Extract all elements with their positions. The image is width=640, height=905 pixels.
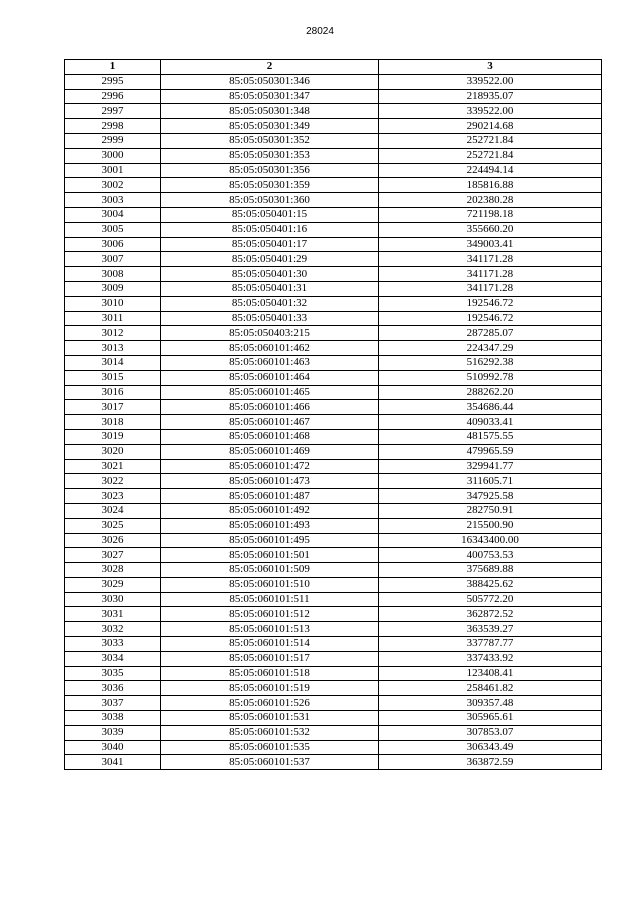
table-row (65, 592, 602, 607)
cadastral-number-cell: 85:05:060101:532 (161, 725, 379, 740)
table-row (65, 533, 602, 548)
cadastral-number-cell: 85:05:050301:349 (161, 119, 379, 134)
column-header-number: 1 (65, 60, 161, 75)
row-number-cell: 3021 (65, 459, 161, 474)
cadastral-value-table (64, 59, 602, 770)
value-cell: 218935.07 (379, 89, 602, 104)
cadastral-number-cell: 85:05:050301:360 (161, 193, 379, 208)
table-row (65, 666, 602, 681)
cadastral-number-cell: 85:05:060101:487 (161, 489, 379, 504)
value-cell: 409033.41 (379, 415, 602, 430)
value-cell: 400753.53 (379, 548, 602, 563)
value-cell: 479965.59 (379, 444, 602, 459)
table-row (65, 755, 602, 770)
cadastral-number-cell: 85:05:060101:469 (161, 444, 379, 459)
table-row (65, 267, 602, 282)
cadastral-number-cell: 85:05:050401:17 (161, 237, 379, 252)
table-row (65, 740, 602, 755)
cadastral-number-cell: 85:05:050301:346 (161, 74, 379, 89)
row-number-cell: 3028 (65, 563, 161, 578)
row-number-cell: 3005 (65, 222, 161, 237)
cadastral-number-cell: 85:05:050301:356 (161, 163, 379, 178)
cadastral-number-cell: 85:05:060101:510 (161, 577, 379, 592)
row-number-cell: 3016 (65, 385, 161, 400)
value-cell: 375689.88 (379, 563, 602, 578)
cadastral-number-cell: 85:05:060101:526 (161, 696, 379, 711)
table-row (65, 148, 602, 163)
cadastral-number-cell: 85:05:060101:537 (161, 755, 379, 770)
table-row (65, 281, 602, 296)
table-row (65, 119, 602, 134)
cadastral-number-cell: 85:05:060101:468 (161, 429, 379, 444)
column-header-cadastral-number: 2 (161, 60, 379, 75)
row-number-cell: 3008 (65, 267, 161, 282)
row-number-cell: 3038 (65, 711, 161, 726)
row-number-cell: 2998 (65, 119, 161, 134)
value-cell: 306343.49 (379, 740, 602, 755)
table-row (65, 252, 602, 267)
table-row (65, 104, 602, 119)
table-row (65, 311, 602, 326)
value-cell: 309357.48 (379, 696, 602, 711)
table-row (65, 193, 602, 208)
value-cell: 311605.71 (379, 474, 602, 489)
row-number-cell: 3036 (65, 681, 161, 696)
cadastral-number-cell: 85:05:050301:347 (161, 89, 379, 104)
row-number-cell: 3019 (65, 429, 161, 444)
cadastral-number-cell: 85:05:060101:467 (161, 415, 379, 430)
value-cell: 355660.20 (379, 222, 602, 237)
row-number-cell: 3033 (65, 637, 161, 652)
table-row (65, 444, 602, 459)
table-row (65, 651, 602, 666)
cadastral-number-cell: 85:05:060101:463 (161, 355, 379, 370)
value-cell: 388425.62 (379, 577, 602, 592)
table-row (65, 696, 602, 711)
table-row (65, 296, 602, 311)
value-cell: 339522.00 (379, 74, 602, 89)
table-row (65, 622, 602, 637)
row-number-cell: 3009 (65, 281, 161, 296)
cadastral-number-cell: 85:05:060101:512 (161, 607, 379, 622)
cadastral-number-cell: 85:05:060101:509 (161, 563, 379, 578)
cadastral-number-cell: 85:05:060101:473 (161, 474, 379, 489)
table-header-row (65, 60, 602, 75)
row-number-cell: 2997 (65, 104, 161, 119)
row-number-cell: 3029 (65, 577, 161, 592)
cadastral-number-cell: 85:05:050401:16 (161, 222, 379, 237)
cadastral-number-cell: 85:05:060101:514 (161, 637, 379, 652)
cadastral-number-cell: 85:05:050401:32 (161, 296, 379, 311)
value-cell: 307853.07 (379, 725, 602, 740)
cadastral-number-cell: 85:05:060101:511 (161, 592, 379, 607)
table-row (65, 489, 602, 504)
row-number-cell: 3007 (65, 252, 161, 267)
value-cell: 347925.58 (379, 489, 602, 504)
row-number-cell: 3027 (65, 548, 161, 563)
row-number-cell: 3034 (65, 651, 161, 666)
cadastral-number-cell: 85:05:060101:518 (161, 666, 379, 681)
row-number-cell: 3012 (65, 326, 161, 341)
table-row (65, 459, 602, 474)
table-row (65, 577, 602, 592)
cadastral-number-cell: 85:05:050401:29 (161, 252, 379, 267)
row-number-cell: 3000 (65, 148, 161, 163)
row-number-cell: 3006 (65, 237, 161, 252)
table-row (65, 518, 602, 533)
cadastral-number-cell: 85:05:060101:472 (161, 459, 379, 474)
row-number-cell: 2996 (65, 89, 161, 104)
value-cell: 185816.88 (379, 178, 602, 193)
value-cell: 282750.91 (379, 503, 602, 518)
row-number-cell: 3032 (65, 622, 161, 637)
cadastral-number-cell: 85:05:060101:531 (161, 711, 379, 726)
row-number-cell: 3041 (65, 755, 161, 770)
cadastral-number-cell: 85:05:060101:466 (161, 400, 379, 415)
cadastral-number-cell: 85:05:050401:31 (161, 281, 379, 296)
value-cell: 354686.44 (379, 400, 602, 415)
table-row (65, 163, 602, 178)
value-cell: 362872.52 (379, 607, 602, 622)
value-cell: 337433.92 (379, 651, 602, 666)
value-cell: 16343400.00 (379, 533, 602, 548)
row-number-cell: 3039 (65, 725, 161, 740)
table-row (65, 415, 602, 430)
value-cell: 721198.18 (379, 207, 602, 222)
cadastral-number-cell: 85:05:060101:464 (161, 370, 379, 385)
row-number-cell: 3004 (65, 207, 161, 222)
value-cell: 349003.41 (379, 237, 602, 252)
table-row (65, 503, 602, 518)
value-cell: 505772.20 (379, 592, 602, 607)
value-cell: 224494.14 (379, 163, 602, 178)
column-header-value: 3 (379, 60, 602, 75)
table-row (65, 207, 602, 222)
table-row (65, 326, 602, 341)
row-number-cell: 3011 (65, 311, 161, 326)
row-number-cell: 3018 (65, 415, 161, 430)
cadastral-number-cell: 85:05:060101:535 (161, 740, 379, 755)
row-number-cell: 3022 (65, 474, 161, 489)
value-cell: 123408.41 (379, 666, 602, 681)
table-row (65, 400, 602, 415)
cadastral-number-cell: 85:05:050301:352 (161, 133, 379, 148)
value-cell: 363539.27 (379, 622, 602, 637)
table-row (65, 341, 602, 356)
row-number-cell: 3031 (65, 607, 161, 622)
table-row (65, 474, 602, 489)
value-cell: 341171.28 (379, 267, 602, 282)
table-body (65, 74, 602, 769)
row-number-cell: 3024 (65, 503, 161, 518)
value-cell: 252721.84 (379, 148, 602, 163)
table-row (65, 548, 602, 563)
row-number-cell: 3001 (65, 163, 161, 178)
cadastral-number-cell: 85:05:060101:501 (161, 548, 379, 563)
value-cell: 363872.59 (379, 755, 602, 770)
value-cell: 341171.28 (379, 281, 602, 296)
value-cell: 481575.55 (379, 429, 602, 444)
cadastral-number-cell: 85:05:060101:513 (161, 622, 379, 637)
cadastral-number-cell: 85:05:050403:215 (161, 326, 379, 341)
value-cell: 192546.72 (379, 296, 602, 311)
cadastral-number-cell: 85:05:050301:348 (161, 104, 379, 119)
row-number-cell: 3037 (65, 696, 161, 711)
row-number-cell: 3025 (65, 518, 161, 533)
table-row (65, 370, 602, 385)
cadastral-number-cell: 85:05:060101:517 (161, 651, 379, 666)
value-cell: 287285.07 (379, 326, 602, 341)
value-cell: 290214.68 (379, 119, 602, 134)
row-number-cell: 3020 (65, 444, 161, 459)
row-number-cell: 3013 (65, 341, 161, 356)
row-number-cell: 3015 (65, 370, 161, 385)
cadastral-number-cell: 85:05:050401:33 (161, 311, 379, 326)
cadastral-number-cell: 85:05:050301:359 (161, 178, 379, 193)
table-row (65, 637, 602, 652)
table-row (65, 563, 602, 578)
table-row (65, 178, 602, 193)
value-cell: 192546.72 (379, 311, 602, 326)
table-row (65, 711, 602, 726)
table-row (65, 725, 602, 740)
value-cell: 202380.28 (379, 193, 602, 208)
table-row (65, 133, 602, 148)
cadastral-number-cell: 85:05:050401:30 (161, 267, 379, 282)
row-number-cell: 3023 (65, 489, 161, 504)
cadastral-number-cell: 85:05:060101:492 (161, 503, 379, 518)
page-number: 28024 (306, 26, 334, 37)
table-row (65, 355, 602, 370)
row-number-cell: 3030 (65, 592, 161, 607)
table-row (65, 681, 602, 696)
row-number-cell: 3002 (65, 178, 161, 193)
table-row (65, 607, 602, 622)
value-cell: 288262.20 (379, 385, 602, 400)
value-cell: 516292.38 (379, 355, 602, 370)
table-row (65, 222, 602, 237)
table-row (65, 429, 602, 444)
row-number-cell: 3017 (65, 400, 161, 415)
value-cell: 341171.28 (379, 252, 602, 267)
cadastral-number-cell: 85:05:050401:15 (161, 207, 379, 222)
row-number-cell: 2999 (65, 133, 161, 148)
value-cell: 258461.82 (379, 681, 602, 696)
row-number-cell: 3003 (65, 193, 161, 208)
value-cell: 215500.90 (379, 518, 602, 533)
row-number-cell: 3010 (65, 296, 161, 311)
row-number-cell: 3026 (65, 533, 161, 548)
value-cell: 339522.00 (379, 104, 602, 119)
row-number-cell: 3014 (65, 355, 161, 370)
value-cell: 510992.78 (379, 370, 602, 385)
value-cell: 252721.84 (379, 133, 602, 148)
value-cell: 329941.77 (379, 459, 602, 474)
value-cell: 305965.61 (379, 711, 602, 726)
row-number-cell: 2995 (65, 74, 161, 89)
cadastral-number-cell: 85:05:060101:465 (161, 385, 379, 400)
table-row (65, 89, 602, 104)
cadastral-number-cell: 85:05:060101:519 (161, 681, 379, 696)
cadastral-number-cell: 85:05:060101:495 (161, 533, 379, 548)
cadastral-number-cell: 85:05:050301:353 (161, 148, 379, 163)
table-row (65, 385, 602, 400)
value-cell: 224347.29 (379, 341, 602, 356)
table-row (65, 74, 602, 89)
row-number-cell: 3040 (65, 740, 161, 755)
row-number-cell: 3035 (65, 666, 161, 681)
table-row (65, 237, 602, 252)
value-cell: 337787.77 (379, 637, 602, 652)
cadastral-number-cell: 85:05:060101:462 (161, 341, 379, 356)
cadastral-number-cell: 85:05:060101:493 (161, 518, 379, 533)
